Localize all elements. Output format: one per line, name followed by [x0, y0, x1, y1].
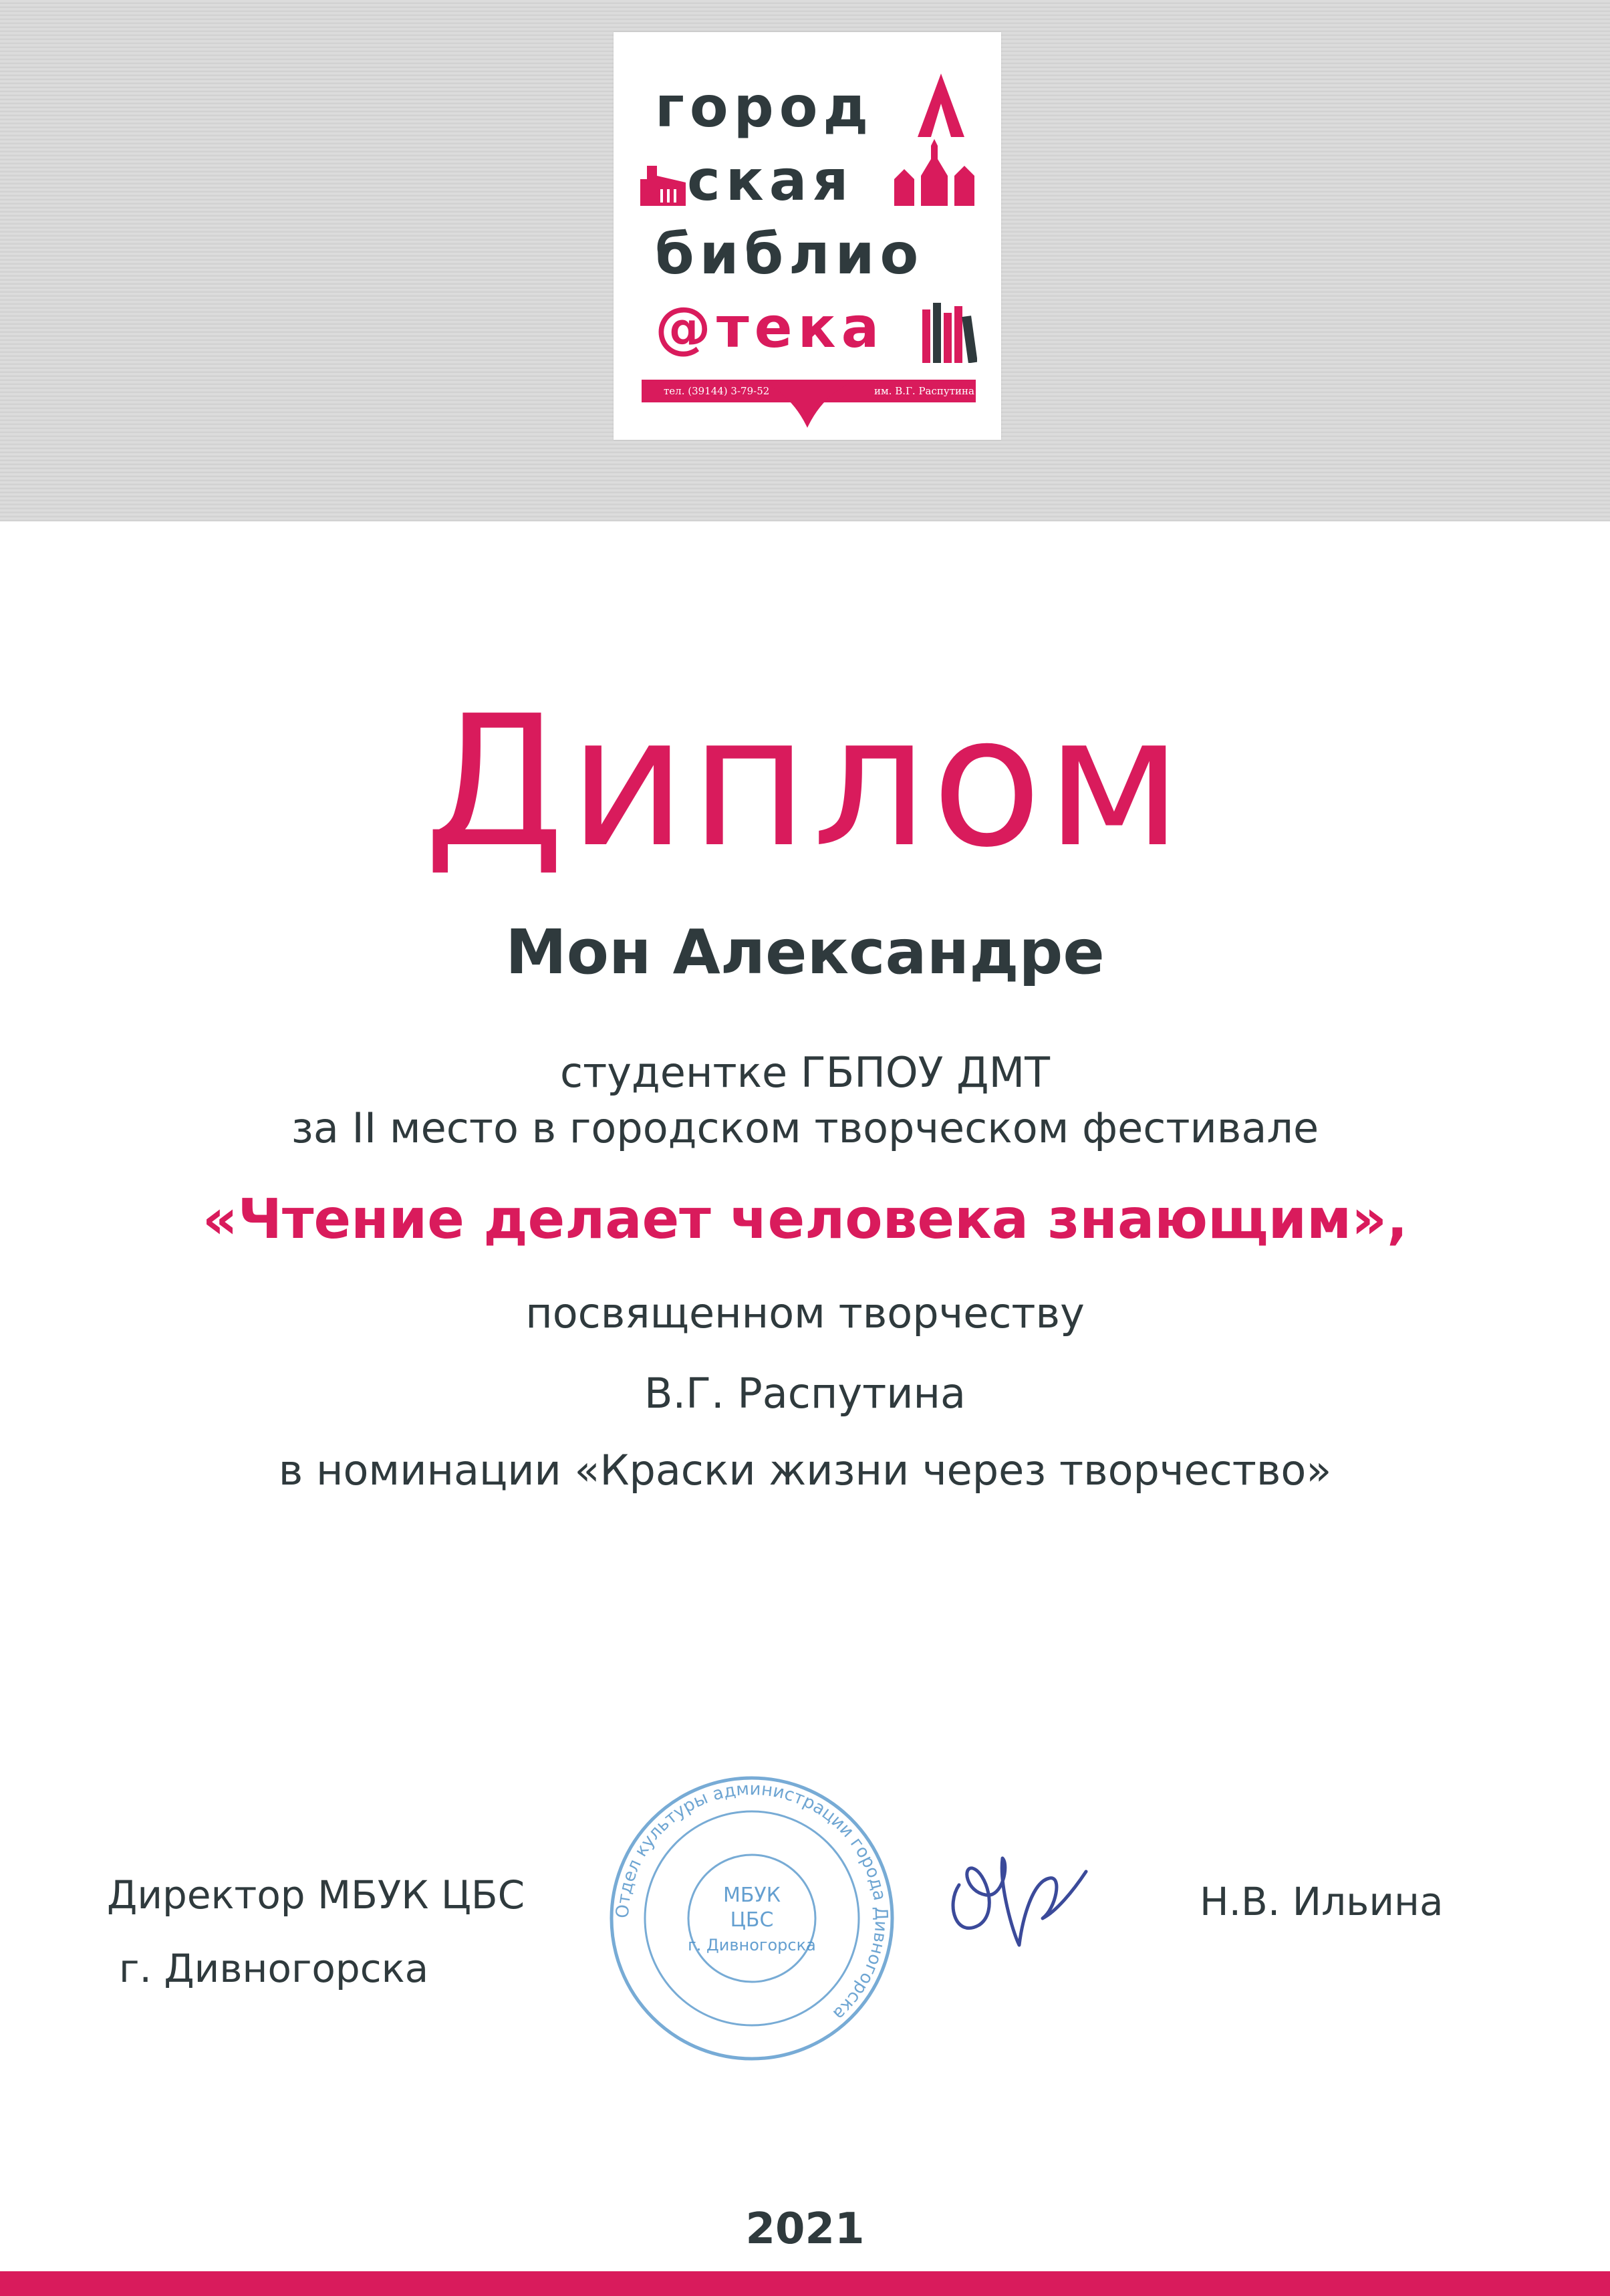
logo-church-icon [894, 139, 981, 206]
logo-roof-icon [918, 74, 964, 137]
svg-text:МБУК: МБУК [722, 1884, 781, 1907]
issue-year: 2021 [745, 2204, 865, 2254]
svg-text:г. Дивногорска: г. Дивногорска [688, 1936, 816, 1954]
svg-text:Отдел культуры администрации г: Отдел культуры администрации города Дивногорска [612, 1779, 892, 2024]
nomination-line: в номинации «Краски жизни через творчество» [278, 1446, 1332, 1495]
bottom-accent-bar [0, 2271, 1610, 2296]
signatory-city: г. Дивногорска [119, 1946, 429, 1991]
library-logo [614, 32, 1001, 440]
festival-name: «Чтение делает человека знающим», [202, 1188, 1408, 1251]
status-line: студентке ГБПОУ ДМТ [560, 1048, 1050, 1097]
logo-line-3: библио [655, 221, 924, 287]
award-line: за II место в городском творческом фестивале [291, 1104, 1319, 1152]
logo-phone: тел. (39144) 3-79-52 [664, 385, 770, 397]
diploma-title: Диплом [424, 676, 1186, 887]
dedication-line: посвященном творчеству [525, 1289, 1085, 1337]
logo-named-after: им. В.Г. Распутина [874, 385, 974, 397]
logo-books-icon [922, 303, 977, 363]
official-stamp [605, 1771, 899, 2065]
svg-text:ЦБС: ЦБС [730, 1908, 774, 1932]
logo-line-4: @тека [655, 295, 885, 360]
handwritten-signature [939, 1845, 1099, 1958]
recipient-name: Мон Александре [505, 916, 1105, 988]
logo-book-icon [761, 380, 854, 430]
logo-building-icon [640, 159, 686, 206]
logo-line-2: ская [687, 148, 854, 213]
author-line: В.Г. Распутина [644, 1369, 966, 1418]
signatory-name: Н.В. Ильина [1200, 1879, 1444, 1924]
signatory-position: Директор МБУК ЦБС [107, 1872, 525, 1918]
logo-line-1: город [655, 74, 874, 140]
